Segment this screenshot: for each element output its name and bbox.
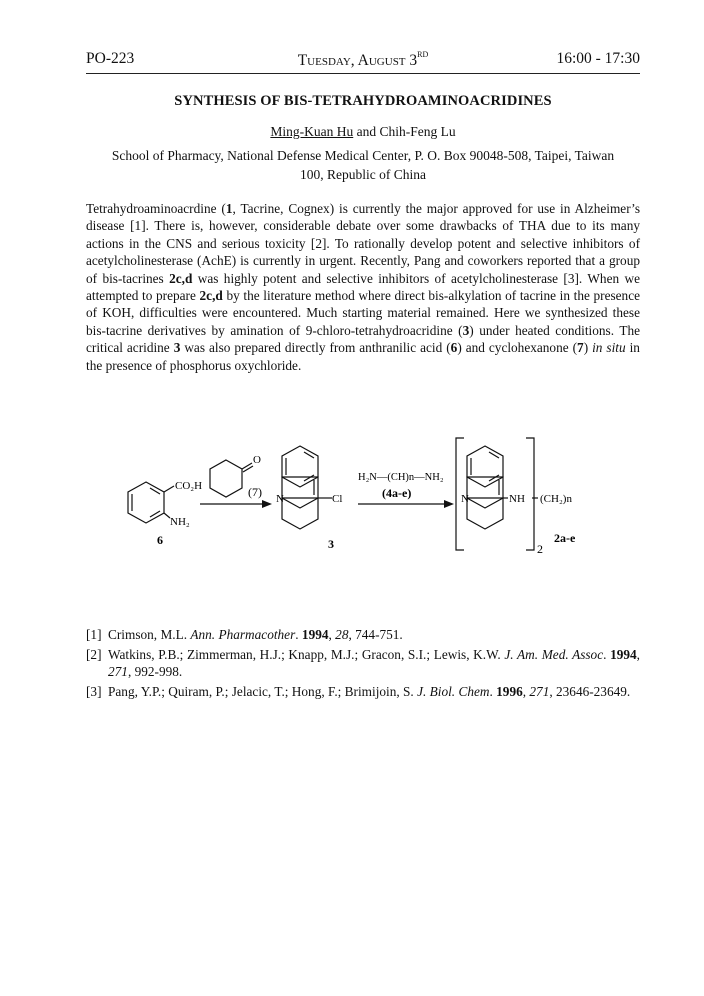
reagent-label: H₂N—(CH)n—NH₂ <box>358 472 444 483</box>
chloro-acridine-structure <box>282 446 332 529</box>
nitrogen-label-2: N <box>461 493 469 505</box>
compound-6-label: 6 <box>157 533 163 547</box>
nh2-label: NH₂ <box>170 516 190 528</box>
paper-title: SYNTHESIS OF BIS-TETRAHYDROAMINOACRIDINES <box>174 93 552 109</box>
authors: Ming-Kuan Hu and Chih-Feng Lu <box>270 124 456 139</box>
nitrogen-label-3: N <box>276 493 284 505</box>
anthranilic-acid-structure <box>128 482 174 523</box>
reference-item: [2] Watkins, P.B.; Zimmerman, H.J.; Knapp, M.J.; Gracon, S.I.; Lewis, K.W. J. Am. Med. Assoc. 1994, 271, 992-998. <box>86 646 640 680</box>
abstract: Tetrahydroaminoacrdine (1, Tacrine, Cognex) is currently the major approved for use in Alzheimer’s disease [1]. There is, however, considerable debate over some drawbacks of THA due to its many actions in the CNS and serious toxicity [2]. To rationally develop potent and selective inhibitors of acetylcholinesterase (AchE) is currently in urgent. Recently, Pang and coworkers reported that a group of bis-tacrines 2c,d was highly potent and selective inhibitors of acetylcholinesterase [3]. When we attempted to prepare 2c,d by the literature method where direct bis-alkylation of tacrine in the presence of KOH, difficulties were encountered. Much starting material remained. Here we synthesized these bis-tacrine derivatives by amination of 9-chloro-tetrahydroacridine (3) under heated conditions. The critical acridine 3 was also prepared directly from anthranilic acid (6) and cyclohexanone (7) in situ in the presence of phosphorus oxychloride. <box>86 201 641 373</box>
page-header <box>86 50 640 72</box>
compound-3-label: 3 <box>328 537 334 551</box>
reference-item: [3] Pang, Y.P.; Quiram, P.; Jelacic, T.; Hong, F.; Brimijoin, S. J. Biol. Chem. 1996, 271, 23646-23649. <box>86 683 631 699</box>
reagent-id-label: (4a-e) <box>382 486 412 500</box>
nh-label: NH <box>509 493 525 505</box>
cyclohexanone-structure <box>210 460 253 497</box>
presenting-author: Ming-Kuan Hu <box>270 124 354 139</box>
co2h-label: CO₂H <box>175 480 203 492</box>
compound-7-label: (7) <box>248 485 262 499</box>
compound-2ae-label: 2a-e <box>554 531 576 545</box>
right-bracket <box>526 438 534 550</box>
header-rule <box>86 73 640 74</box>
dimer-subscript: 2 <box>537 542 543 556</box>
reference-item: [1] Crimson, M.L. Ann. Pharmacother. 1994, 28, 744-751. <box>86 627 403 642</box>
references <box>86 626 640 702</box>
affiliation: School of Pharmacy, National Defense Medical Center, P. O. Box 90048-508, Taipei, Taiwan 100, Republic of China <box>111 148 615 182</box>
reaction-scheme <box>80 432 640 582</box>
session-time: 16:00 - 17:30 <box>556 50 640 67</box>
bis-tacrine-structure <box>467 446 538 529</box>
chain-label: (CH₂)n <box>540 493 572 505</box>
session-day: Tuesday, August 3RD <box>297 50 429 69</box>
coauthor: Chih-Feng Lu <box>379 124 456 139</box>
arrow-head-2 <box>444 500 454 508</box>
session-code: PO-223 <box>86 50 135 67</box>
chloro-label: Cl <box>332 493 343 505</box>
arrow-head-1 <box>262 500 272 508</box>
oxygen-label: O <box>253 454 261 466</box>
